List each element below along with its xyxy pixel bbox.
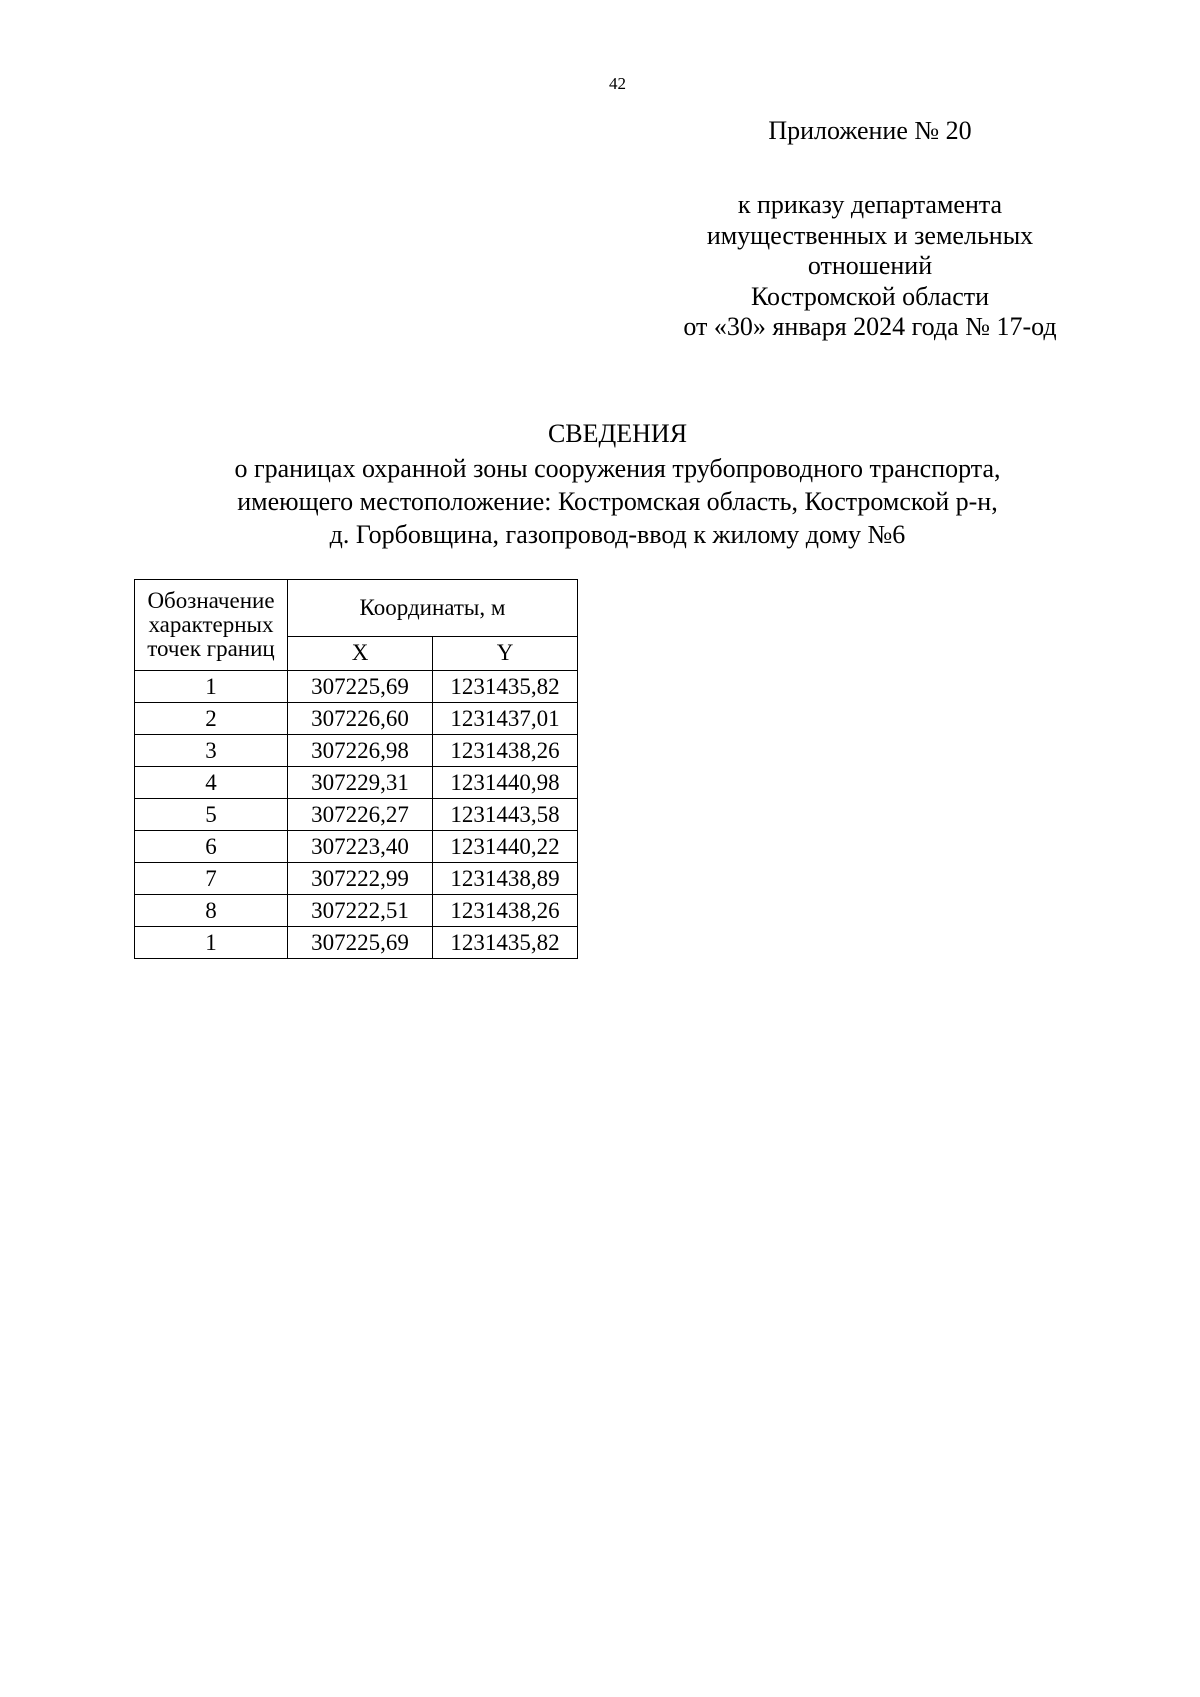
appendix-title: Приложение № 20 (768, 116, 972, 145)
y-cell: 1231435,82 (433, 927, 578, 959)
point-cell: 5 (135, 799, 288, 831)
order-reference-line: имущественных и земельных (706, 220, 1034, 250)
x-header: X (288, 636, 433, 670)
table-row (135, 735, 578, 767)
table-row (135, 671, 578, 703)
table-row (135, 799, 578, 831)
table-row (135, 895, 578, 927)
point-cell: 4 (135, 767, 288, 799)
table-row (135, 863, 578, 895)
table-row (135, 703, 578, 735)
x-cell: 307226,27 (288, 799, 433, 831)
y-header: Y (433, 636, 578, 670)
point-cell: 3 (135, 735, 288, 767)
y-cell: 1231438,26 (433, 895, 578, 927)
page-number: 42 (609, 74, 626, 93)
table-row (135, 927, 578, 959)
x-cell: 307222,51 (288, 895, 433, 927)
x-cell: 307222,99 (288, 863, 433, 895)
y-cell: 1231440,98 (433, 767, 578, 799)
subtitle-line: имеющего местоположение: Костромская область, Костромской р-н, (237, 487, 998, 516)
order-reference-line: к приказу департамента (737, 190, 1003, 219)
order-reference (640, 190, 1100, 343)
table-header-row (135, 580, 578, 637)
y-cell: 1231437,01 (433, 703, 578, 735)
x-cell: 307226,60 (288, 703, 433, 735)
table-row (135, 831, 578, 863)
document-heading: СВЕДЕНИЯ (547, 419, 688, 448)
y-cell: 1231435,82 (433, 671, 578, 703)
point-cell: 1 (135, 671, 288, 703)
subtitle-line: о границах охранной зоны сооружения трубопроводного транспорта, (234, 454, 1001, 483)
x-cell: 307225,69 (288, 927, 433, 959)
point-cell: 2 (135, 703, 288, 735)
subtitle-line: д. Горбовщина, газопровод-ввод к жилому дому №6 (329, 520, 906, 549)
order-reference-line: от «30» января 2024 года № 17-од (683, 312, 1057, 341)
point-header-line: точек границ (147, 636, 275, 661)
document-subtitle (0, 452, 1200, 551)
point-cell: 1 (135, 927, 288, 959)
order-reference-line: отношений (807, 251, 933, 280)
x-cell: 307226,98 (288, 735, 433, 767)
table-row (135, 767, 578, 799)
y-cell: 1231438,89 (433, 863, 578, 895)
coordinates-header: Координаты, м (288, 580, 578, 637)
point-cell: 7 (135, 863, 288, 895)
x-cell: 307225,69 (288, 671, 433, 703)
order-reference-line: Костромской области (750, 281, 990, 311)
point-header-line: характерных (148, 612, 274, 637)
x-cell: 307223,40 (288, 831, 433, 863)
point-cell: 8 (135, 895, 288, 927)
coordinates-table (134, 579, 578, 959)
point-cell: 6 (135, 831, 288, 863)
y-cell: 1231438,26 (433, 735, 578, 767)
point-designation-header (135, 580, 288, 671)
y-cell: 1231443,58 (433, 799, 578, 831)
y-cell: 1231440,22 (433, 831, 578, 863)
point-header-line: Обозначение (147, 588, 275, 613)
x-cell: 307229,31 (288, 767, 433, 799)
